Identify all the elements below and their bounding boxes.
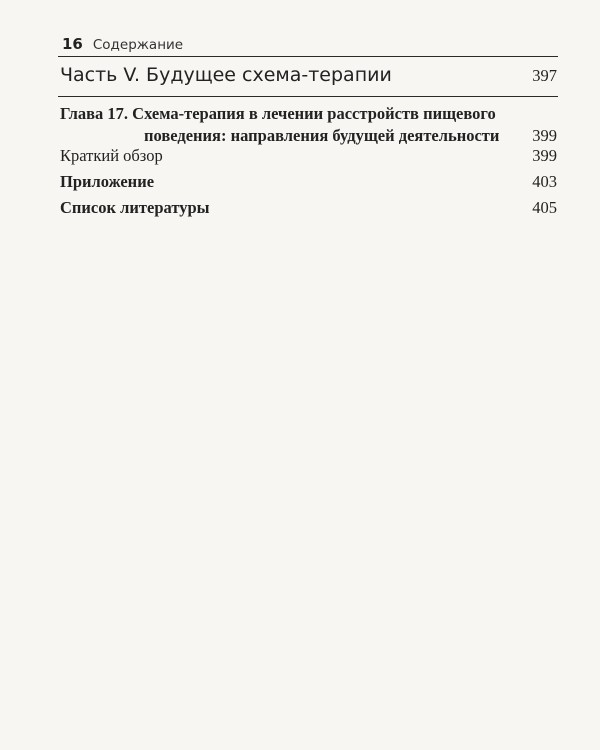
bibliography-page: 405 xyxy=(532,198,557,217)
section-entry-page: 399 xyxy=(532,146,557,165)
section-title: Содержание xyxy=(92,37,184,53)
running-head xyxy=(62,35,183,53)
chapter-page: 399 xyxy=(532,126,557,145)
toc-part-entry xyxy=(60,64,557,86)
part-rule xyxy=(58,96,558,97)
chapter-title-line2: поведения: направления будущей деятельности xyxy=(144,126,500,145)
header-rule xyxy=(58,56,558,57)
toc-section-entry xyxy=(60,145,557,167)
toc-chapter-entry xyxy=(60,103,557,147)
chapter-title-line1: Глава 17. Схема-терапия в лечении расстройств пищевого xyxy=(60,104,496,123)
appendix-title: Приложение xyxy=(60,172,155,191)
section-entry-title: Краткий обзор xyxy=(60,146,163,165)
appendix-page: 403 xyxy=(532,172,557,191)
bibliography-title: Список литературы xyxy=(60,198,210,217)
part-page: 397 xyxy=(532,66,557,85)
toc-bibliography-entry xyxy=(60,197,557,219)
part-title: Часть V. Будущее схема-терапии xyxy=(60,64,392,86)
toc-appendix-entry xyxy=(60,171,557,193)
page-number: 16 xyxy=(62,35,83,53)
